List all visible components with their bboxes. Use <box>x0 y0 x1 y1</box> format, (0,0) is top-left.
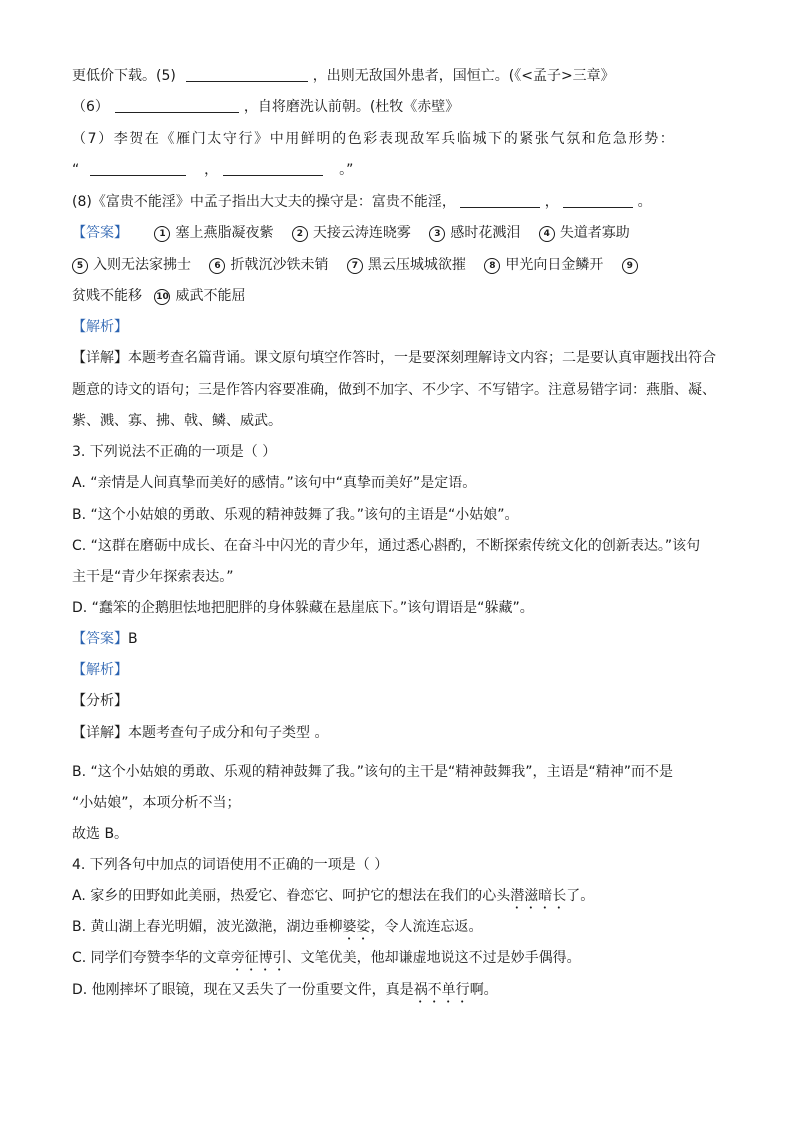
number-badge: 8 <box>484 258 500 274</box>
option-text: 了。 <box>566 888 595 904</box>
q3-explanation-line-2: “小姑娘”，本项分析不当； <box>72 795 241 811</box>
option-text: D. 他刚摔坏了眼镜，现在又丢失了一份重要文件，真是 <box>72 982 414 998</box>
q3-option-c-line-2: 主干是“青少年探索表达。” <box>72 569 234 585</box>
q3-detail <box>72 723 328 743</box>
q3-option-c-line-1: C. “这群在磨砺中成长、在奋斗中闪光的青少年，通过悉心斟酌，不断探索传统文化的创新表达。”该句 <box>72 538 701 554</box>
close-quote: 。” <box>339 162 354 178</box>
number-badge: 9 <box>622 258 638 274</box>
answer-text: 失道者寡助 <box>559 225 630 241</box>
number-badge: 5 <box>72 258 88 274</box>
q2-detail-line-2: 题意的诗文的语句；三是作答内容要准确，做到不加字、不少字、不写错字。注意易错字词：燕脂、凝、 <box>72 382 716 398</box>
option-text: A. 家乡的田野如此美丽，热爱它、眷恋它、呵护它的想法在我们的心头 <box>72 888 511 904</box>
answer-item <box>429 223 520 243</box>
q3-option-a: A. “亲情是人间真挚而美好的感情。”该句中“真挚而美好”是定语。 <box>72 475 477 491</box>
number-badge: 3 <box>429 226 445 242</box>
q2-line-7-blanks <box>72 160 353 180</box>
answer-row-1 <box>72 223 630 243</box>
number-badge: 6 <box>209 258 225 274</box>
analysis-label: 【解析】 <box>72 319 128 335</box>
comma: ， <box>204 162 219 178</box>
fenxi-label: 【分析】 <box>72 693 128 709</box>
number-badge: 1 <box>154 226 170 242</box>
answer-item <box>484 255 603 275</box>
answer-item <box>154 286 245 306</box>
detail-text: 本题考查句子成分和句子类型 。 <box>128 725 329 741</box>
answer-text: 贫贱不能移 <box>72 288 142 304</box>
answer-text: 黑云压城城欲摧 <box>367 257 466 273</box>
answer-text: 威武不能屈 <box>175 288 246 304</box>
detail-text: 本题考查名篇背诵。课文原句填空作答时，一是要深刻理解诗文内容；二是要认真审题找出符合 <box>128 350 716 366</box>
q3-option-b: B. “这个小姑娘的勇敢、乐观的精神鼓舞了我。”该句的主语是“小姑娘”。 <box>72 507 519 523</box>
answer-item <box>539 223 630 243</box>
dotted-word: 祸不单行 <box>413 982 470 998</box>
answer-label: 【答案】 <box>72 225 128 241</box>
answer-item <box>209 255 328 275</box>
q2-line-6-suffix: ，自将磨洗认前朝。(杜牧《赤壁》 <box>243 99 460 115</box>
answer-row-3 <box>72 286 245 306</box>
answer-text: 天接云涛连晓雾 <box>312 225 411 241</box>
q4-stem: 4. 下列各句中加点的词语使用不正确的一项是（ ） <box>72 857 389 873</box>
number-badge: 7 <box>347 258 363 274</box>
fill-blank-7b[interactable] <box>223 160 323 176</box>
q4-option-c <box>72 948 581 968</box>
answer-text: 甲光向日金鳞开 <box>505 257 604 273</box>
fill-blank-8a[interactable] <box>460 192 540 208</box>
q4-option-b <box>72 917 483 937</box>
fill-blank-7a[interactable] <box>90 160 186 176</box>
q2-line-6-prefix: （6） <box>72 99 109 115</box>
q2-line-5 <box>72 66 615 86</box>
q2-line-5-suffix: ，出则无敌国外患者，国恒亡。(《<孟子>三章》 <box>312 68 615 84</box>
option-text: 啊。 <box>469 982 498 998</box>
dotted-word: 旁征博引 <box>230 950 287 966</box>
answer-text: 折戟沉沙铁未销 <box>230 257 329 273</box>
q2-line-8-prefix: (8)《富贵不能淫》中孟子指出大丈夫的操守是：富贵不能淫， <box>72 194 456 210</box>
q4-option-d <box>72 980 498 1000</box>
detail-label: 【详解】 <box>72 350 128 366</box>
answer-label: 【答案】 <box>72 631 128 647</box>
q3-conclusion: 故选 B。 <box>72 826 129 842</box>
answer-value: B <box>128 631 138 647</box>
q2-line-7: （7）李贺在《雁门太守行》中用鲜明的色彩表现敌军兵临城下的紧张气氛和危急形势： <box>72 131 676 147</box>
detail-label: 【详解】 <box>72 725 128 741</box>
q3-answer <box>72 629 138 649</box>
number-badge: 4 <box>539 226 555 242</box>
fill-blank-5[interactable] <box>186 66 308 82</box>
period: 。 <box>637 194 652 210</box>
q2-line-8 <box>72 192 652 212</box>
answer-item <box>292 223 411 243</box>
dotted-word: 婆娑 <box>342 919 371 935</box>
q3-option-d: D. “蠢笨的企鹅胆怯地把肥胖的身体躲藏在悬崖底下。”该句谓语是“躲藏”。 <box>72 600 534 616</box>
q4-option-a <box>72 886 594 906</box>
q2-line-6 <box>72 97 459 117</box>
answer-item <box>72 255 191 275</box>
option-text: ，令人流连忘返。 <box>370 919 483 935</box>
open-quote: “ <box>72 162 80 178</box>
q2-detail-line-3: 紫、溅、寡、拂、戟、鳞、威武。 <box>72 413 282 429</box>
analysis-label: 【解析】 <box>72 662 128 678</box>
number-badge: 10 <box>154 289 170 305</box>
comma: ， <box>544 194 559 210</box>
fill-blank-6[interactable] <box>115 97 239 113</box>
answer-row-2 <box>72 255 643 275</box>
option-text: 、文笔优美，他却谦虚地说这不过是妙手偶得。 <box>286 950 581 966</box>
q2-line-5-prefix: 更低价下载。(5) <box>72 68 176 84</box>
fill-blank-8b[interactable] <box>563 192 633 208</box>
q2-detail-line-1 <box>72 348 716 368</box>
answer-item <box>154 223 273 243</box>
q3-explanation-line-1: B. “这个小姑娘的勇敢、乐观的精神鼓舞了我。”该句的主干是“精神鼓舞我”，主语是“精神”而不是 <box>72 764 674 780</box>
dotted-word: 潜滋暗长 <box>510 888 567 904</box>
option-text: B. 黄山湖上春光明媚，波光潋滟，湖边垂柳 <box>72 919 343 935</box>
answer-text: 入则无法家拂士 <box>93 257 191 273</box>
answer-text: 感时花溅泪 <box>450 225 521 241</box>
answer-text: 塞上燕脂凝夜紫 <box>175 225 274 241</box>
answer-item <box>347 255 466 275</box>
number-badge: 2 <box>292 226 308 242</box>
option-text: C. 同学们夸赞李华的文章 <box>72 950 231 966</box>
q3-stem: 3. 下列说法不正确的一项是（ ） <box>72 444 277 460</box>
